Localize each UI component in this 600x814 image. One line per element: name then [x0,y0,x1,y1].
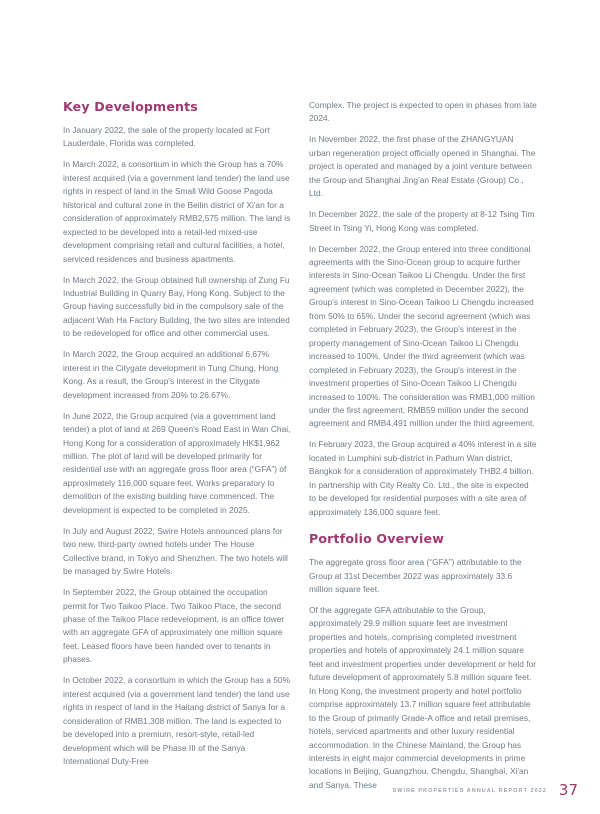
section-heading-portfolio-overview: Portfolio Overview [309,531,444,547]
page-footer [0,764,600,814]
paragraph: In March 2022, a consortium in which the Group has a 70% interest acquired (via a government land tender) the land use rights in respect of land in the Small Wild Goose Pagoda historical and cultural zone in the Beilin district of Xi'an for a consideration of approximately RMB2,575 million. The land is expected to be developed into a retail-led mixed-use development comprising retail and cultural facilities, a hotel, serviced residences and business apartments. [63,159,291,264]
page-title: Key Developments [63,99,198,114]
paragraph: In July and August 2022, Swire Hotels announced plans for two new, third-party owned hotels under The House Collective brand, in Tokyo and Shenzhen. The two hotels will be managed by Swire Hotels. [63,525,288,577]
paragraph: In February 2023, the Group acquired a 40% interest in a site located in Lumphini sub-district in Pathum Wan district, Bangkok for a consideration of approximately THB2.4 billion. In partnership with City Realty Co. Ltd., the site is expected to be developed for residential purposes with a site area of approximately 136,000 square feet. [309,439,537,517]
footer-content [392,783,578,798]
paragraph: In November 2022, the first phase of the ZHANGYUAN urban regeneration project officially opened in Shanghai. The project is operated and managed by a joint venture between the Group and Shanghai Jing'an Real Estate (Group) Co., Ltd. [309,134,536,199]
paragraph: In March 2022, the Group obtained full ownership of Zung Fu Industrial Building in Quarry Bay, Hong Kong. Subject to the Group having successfully bid in the compulsory sale of the adjacent Wah Ha Factory Building, the two sites are intended to be redeveloped for office and other commercial uses. [63,274,290,339]
paragraph: In October 2022, a consortium in which the Group has a 50% interest acquired (via a government land tender) the land use rights in respect of land in the Haitang district of Sanya for a consideration of RMB1,308 million. The land is expected to be developed into a premium, resort-style, retail-led development which will be Phase III of the Sanya International Duty-Free [63,675,291,766]
paragraph: The aggregate gross floor area (“GFA”) attributable to the Group at 31st December 2022 was approximately 33.6 million square feet. [309,557,522,595]
left-text-column [63,99,291,764]
paragraph: In September 2022, the Group obtained the occupation permit for Two Taikoo Place. Two Taikoo Place, the second phase of the Taikoo Place redevelopment, is an office tower with an aggregate GFA of approximately one million square feet. Leased floors have been handed over to tenants in phases. [63,587,285,665]
paragraph: In June 2022, the Group acquired (via a government land tender) a plot of land at 269 Queen's Road East in Wan Chai, Hong Kong for a consideration of approximately HK$1,962 million. The plot of land will be developed primarily for residential use with an aggregate gross floor area (“GFA”) of approximately 116,000 square feet. Works preparatory to demolition of the existing building have commenced. The development is expected to be completed in 2025. [63,410,291,515]
paragraph: In January 2022, the sale of the property located at Fort Lauderdale, Florida was completed. [63,125,270,149]
paragraph: Complex. The project is expected to open in phases from late 2024. [309,100,537,124]
paragraph: In December 2022, the Group entered into three conditional agreements with the Sino-Ocean group to acquire further interests in Sino-Ocean Taikoo Li Chengdu. Under the first agreement (which was completed in December 2022), the Group's interest in Sino-Ocean Taikoo Li Chengdu increased from 50% to 65%. Under the second agreement (which was completed in February 2023), the Group's interest in the property management of Sino-Ocean Taikoo Li Chengdu increased to 100%. Under the third agreement (which was completed in February 2023), the Group's interest in the investment properties of Sino-Ocean Taikoo Li Chengdu increased to 100%. The consideration was RMB1,000 million under the first agreement, RMB59 million under the second agreement and RMB4,491 million under the third agreement. [309,243,535,429]
paragraph: Of the aggregate GFA attributable to the Group, approximately 29.9 million square feet are investment properties and hotels, comprising completed investment properties and hotels of approximately 24.1 million square feet and investment properties under development or held for future development of approximately 5.8 million square feet. In Hong Kong, the investment property and hotel portfolio comprise approximately 13.7 million square feet attributable to the Group of primarily Grade-A office and retail premises, hotels, serviced apartments and other luxury residential accommodation. In the Chinese Mainland, the Group has interests in eight major commercial developments in prime locations in Beijing, Guangzhou, Chengdu, Shanghai, Xi'an and Sanya. These [309,605,537,790]
footer-report-label: SWIRE PROPERTIES ANNUAL REPORT 2022 [392,787,547,794]
paragraph: In March 2022, the Group acquired an additional 6.67% interest in the Citygate development in Tung Chung, Hong Kong. As a result, the Group's interest in the Citygate development increased from 20% to 26.67%. [63,349,279,400]
paragraph: In December 2022, the sale of the property at 8-12 Tsing Tim Street in Tsing Yi, Hong Kong was completed. [309,209,535,233]
right-text-column [309,99,537,790]
page-number: 37 [558,781,578,799]
two-column-body [63,99,537,790]
